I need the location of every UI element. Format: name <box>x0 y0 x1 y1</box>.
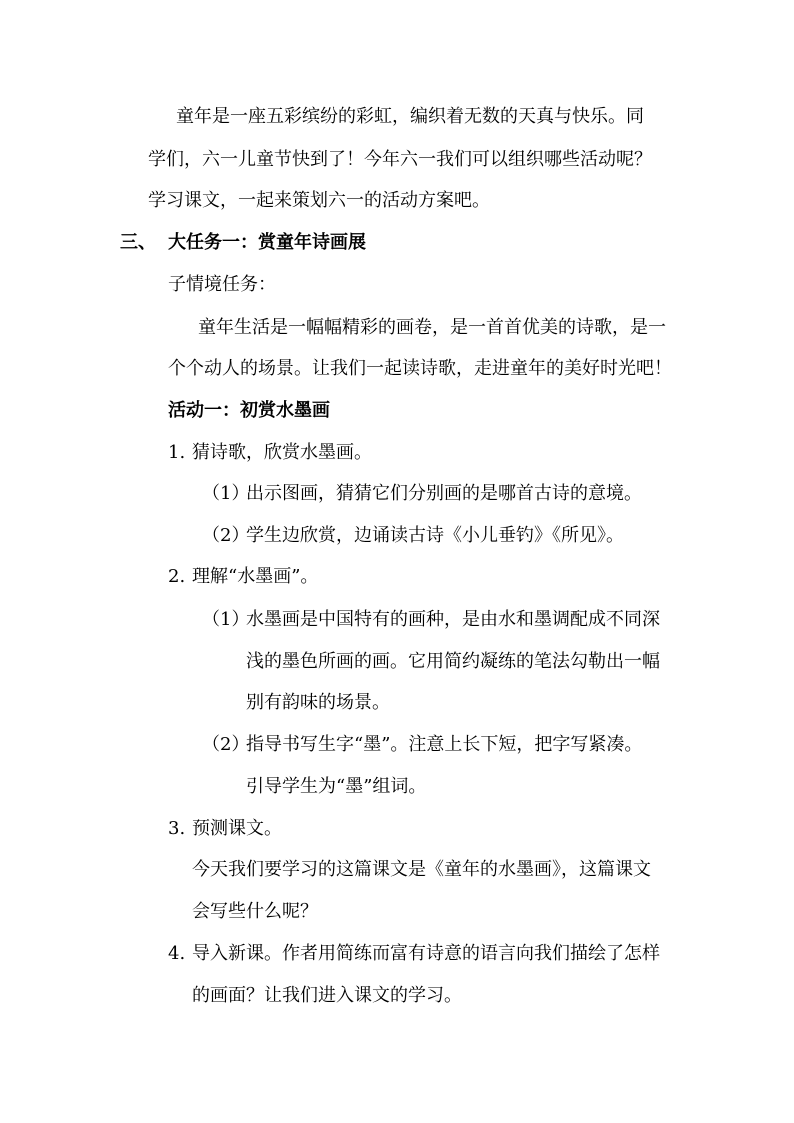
item-1-2-text: 学生边欣赏，边诵读古诗《小儿垂钓》《所见》。 <box>246 525 624 546</box>
sub-task-line-1: 童年生活是一幅幅精彩的画卷，是一首首优美的诗歌，是一 <box>198 317 666 338</box>
intro-line-2: 学们，六一儿童节快到了！今年六一我们可以组织哪些活动呢？ <box>148 149 652 170</box>
item-2-2-number: （2） <box>202 734 250 755</box>
item-2-1-line-3: 别有韵味的场景。 <box>246 692 390 713</box>
item-3-detail-1: 今天我们要学习的这篇课文是《童年的水墨画》，这篇课文 <box>192 859 651 880</box>
intro-line-3: 学习课文，一起来策划六一的活动方案吧。 <box>148 190 490 211</box>
item-4-line-2: 的画面？让我们进入课文的学习。 <box>192 985 462 1006</box>
item-1-1-text: 出示图画，猜猜它们分别画的是哪首古诗的意境。 <box>246 483 642 504</box>
item-1-1-number: （1） <box>202 483 250 504</box>
sub-task-line-2: 个个动人的场景。让我们一起读诗歌，走进童年的美好时光吧！ <box>168 358 672 379</box>
item-4-number: 4. <box>168 943 186 964</box>
sub-task-label: 子情境任务： <box>168 274 276 295</box>
item-2-1-line-1: 水墨画是中国特有的画种，是由水和墨调配成不同深 <box>246 609 660 630</box>
item-2-2-line-1: 指导书写生字“墨”。注意上长下短，把字写紧凑。 <box>246 734 643 755</box>
item-4-line-1: 导入新课。作者用简练而富有诗意的语言向我们描绘了怎样 <box>192 943 660 964</box>
section-number: 三、 <box>120 232 156 253</box>
item-2-1-number: （1） <box>202 609 250 630</box>
item-1-2-number: （2） <box>202 525 250 546</box>
item-2-number: 2. <box>168 566 186 587</box>
section-title: 大任务一：赏童年诗画展 <box>168 232 366 253</box>
activity-title: 活动一：初赏水墨画 <box>168 400 330 421</box>
item-3-text: 预测课文。 <box>192 818 282 839</box>
item-2-2-line-2: 引导学生为“墨”组词。 <box>246 776 427 797</box>
intro-line-1: 童年是一座五彩缤纷的彩虹，编织着无数的天真与快乐。同 <box>176 106 644 127</box>
item-2-1-line-2: 浅的墨色所画的画。它用简约凝练的笔法勾勒出一幅 <box>246 651 660 672</box>
item-1-text: 猜诗歌，欣赏水墨画。 <box>192 442 372 463</box>
item-2-text: 理解“水墨画”。 <box>192 566 319 587</box>
item-3-number: 3. <box>168 818 186 839</box>
item-3-detail-2: 会写些什么呢？ <box>192 901 318 922</box>
item-1-number: 1. <box>168 442 186 463</box>
